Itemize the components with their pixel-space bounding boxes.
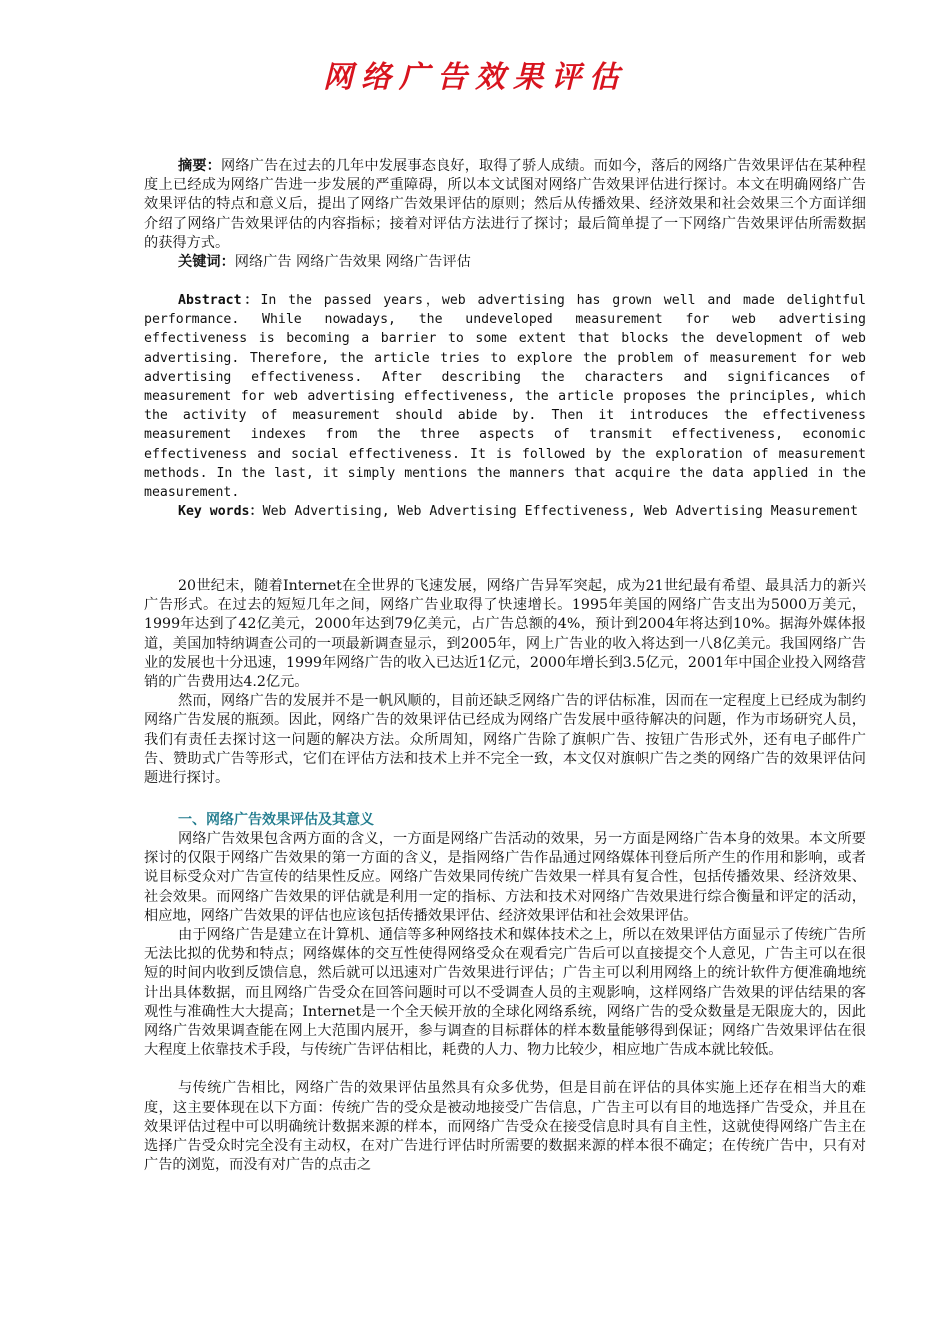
section-1-paragraph-2: 由于网络广告是建立在计算机、通信等多种网络技术和媒体技术之上，所以在效果评估方面显示了传统广告所无法比拟的优势和特点；网络媒体的交互性使得网络受众在观看完广告后可以直接提交个人意见，广告主可以在很短的时间内收到反馈信息，然后就可以迅速对广告效果进行评估；广告主可以利用网络上的统计软件方便准确地统计出具体数据，而且网络广告受众在回答问题时可以不受调查人员的主观影响，这样网络广告效果的评估结果的客观性与准确性大大提高；Internet是一个全天候开放的全球化网络系统，网络广告的受众数量是无限庞大的，因此网络广告效果调查能在网上大范围内展开，参与调查的目标群体的样本数量能够得到保证；网络广告效果评估在很大程度上依靠技术手段，与传统广告评估相比，耗费的人力、物力比较少，相应地广告成本就比较低。 <box>144 927 866 1059</box>
abstract-cn <box>144 157 866 253</box>
abstract-en-block <box>144 291 866 521</box>
keywords-cn <box>144 253 866 272</box>
intro-paragraph-2: 然而，网络广告的发展并不是一帆风顺的，目前还缺乏网络广告的评估标准，因而在一定程度上已经成为制约网络广告发展的瓶颈。因此，网络广告的效果评估已经成为网络广告发展中亟待解决的问题，作为市场研究人员，我们有责任去探讨这一问题的解决方法。众所周知，网络广告除了旗帜广告、按钮广告形式外，还有电子邮件广告、赞助式广告等形式，它们在评估方法和技术上并不完全一致，本文仅对旗帜广告之类的网络广告的效果评估问题进行探讨。 <box>144 693 866 787</box>
abstract-en-text: In the passed years，web advertising has grown well and made delightful performance. While nowadays, the undeveloped measurement for web advertising effectiveness is becoming a barrier to some extent that blocks the development of web advertising. Therefore, the article tries to explore the problem of measurement for web advertising effectiveness. After describing the characters and significances of measurement for web advertising effectiveness, the article proposes the principles, which the activity of measurement should abide by. Then it introduces the effectiveness measurement indexes from the three aspects of transmit effectiveness, economic effectiveness and social effectiveness. It is followed by the exploration of measurement methods. In the last, it simply mentions the manners that acquire the data applied in the measurement. <box>144 293 866 501</box>
keywords-en-text: Web Advertising, Web Advertising Effectiveness, Web Advertising Measurement <box>262 504 859 520</box>
abstract-cn-text: 网络广告在过去的几年中发展事态良好，取得了骄人成绩。而如今，落后的网络广告效果评估在某种程度上已经成为网络广告进一步发展的严重障碍，所以本文试图对网络广告效果评估进行探讨。本文在明确网络广告效果评估的特点和意义后，提出了网络广告效果评估的原则；然后从传播效果、经济效果和社会效果三个方面详细介绍了网络广告效果评估的内容指标；接着对评估方法进行了探讨；最后简单提了一下网络广告效果评估所需数据的获得方式。 <box>144 158 866 251</box>
section-1-block <box>144 811 866 1175</box>
keywords-cn-label: 关键词： <box>178 254 235 271</box>
section-1-paragraph-1: 网络广告效果包含两方面的含义，一方面是网络广告活动的效果，另一方面是网络广告本身的效果。本文所要探讨的仅限于网络广告效果的第一方面的含义，是指网络广告作品通过网络媒体刊登后所产生的作用和影响，或者说目标受众对广告宣传的结果性反应。网络广告效果同传统广告效果一样具有复合性，包括传播效果、经济效果、社会效果。而网络广告效果的评估就是利用一定的指标、方法和技术对网络广告效果进行综合衡量和评定的活动，相应地，网络广告效果的评估也应该包括传播效果评估、经济效果评估和社会效果评估。 <box>144 831 866 924</box>
abstract-cn-block <box>144 157 866 272</box>
document-title: 网络广告效果评估 <box>323 60 627 95</box>
keywords-en <box>144 502 866 521</box>
keywords-cn-text: 网络广告 网络广告效果 网络广告评估 <box>234 254 471 271</box>
abstract-en-label: Abstract： <box>178 293 261 308</box>
introduction-block <box>144 577 866 788</box>
intro-paragraph-1: 20世纪末，随着Internet在全世界的飞速发展，网络广告异军突起，成为21世纪最有希望、最具活力的新兴广告形式。在过去的短短几年之间，网络广告业取得了快速增长。1995年美国的网络广告支出为5000万美元，1999年达到了42亿美元，2000年达到79亿美元，占广告总额的4%，预计到2004年将达到10%。据海外媒体报道，美国加特纳调查公司的一项最新调查显示，到2005年，网上广告业的收入将达到一八8亿美元。我国网络广告业的发展也十分迅速，1999年网络广告的收入已达近1亿元，2000年增长到3.5亿元，2001年中国企业投入网络营销的广告费用达4.2亿元。 <box>144 578 866 691</box>
section-1-paragraph-3: 与传统广告相比，网络广告的效果评估虽然具有众多优势，但是目前在评估的具体实施上还存在相当大的难度，这主要体现在以下方面：传统广告的受众是被动地接受广告信息，广告主可以有目的地选择广告受众，并且在效果评估过程中可以明确统计数据来源的样本，而网络广告受众在接受信息时具有自主性，这就使得网络广告主在选择广告受众时完全没有主动权，在对广告进行评估时所需要的数据来源的样本很不确定；在传统广告中，只有对广告的浏览，而没有对广告的点击之 <box>144 1080 866 1174</box>
abstract-en <box>144 291 866 502</box>
section-1-heading: 一、网络广告效果评估及其意义 <box>178 812 374 828</box>
keywords-en-label: Key words： <box>178 504 263 520</box>
abstract-cn-label: 摘要： <box>178 158 222 174</box>
